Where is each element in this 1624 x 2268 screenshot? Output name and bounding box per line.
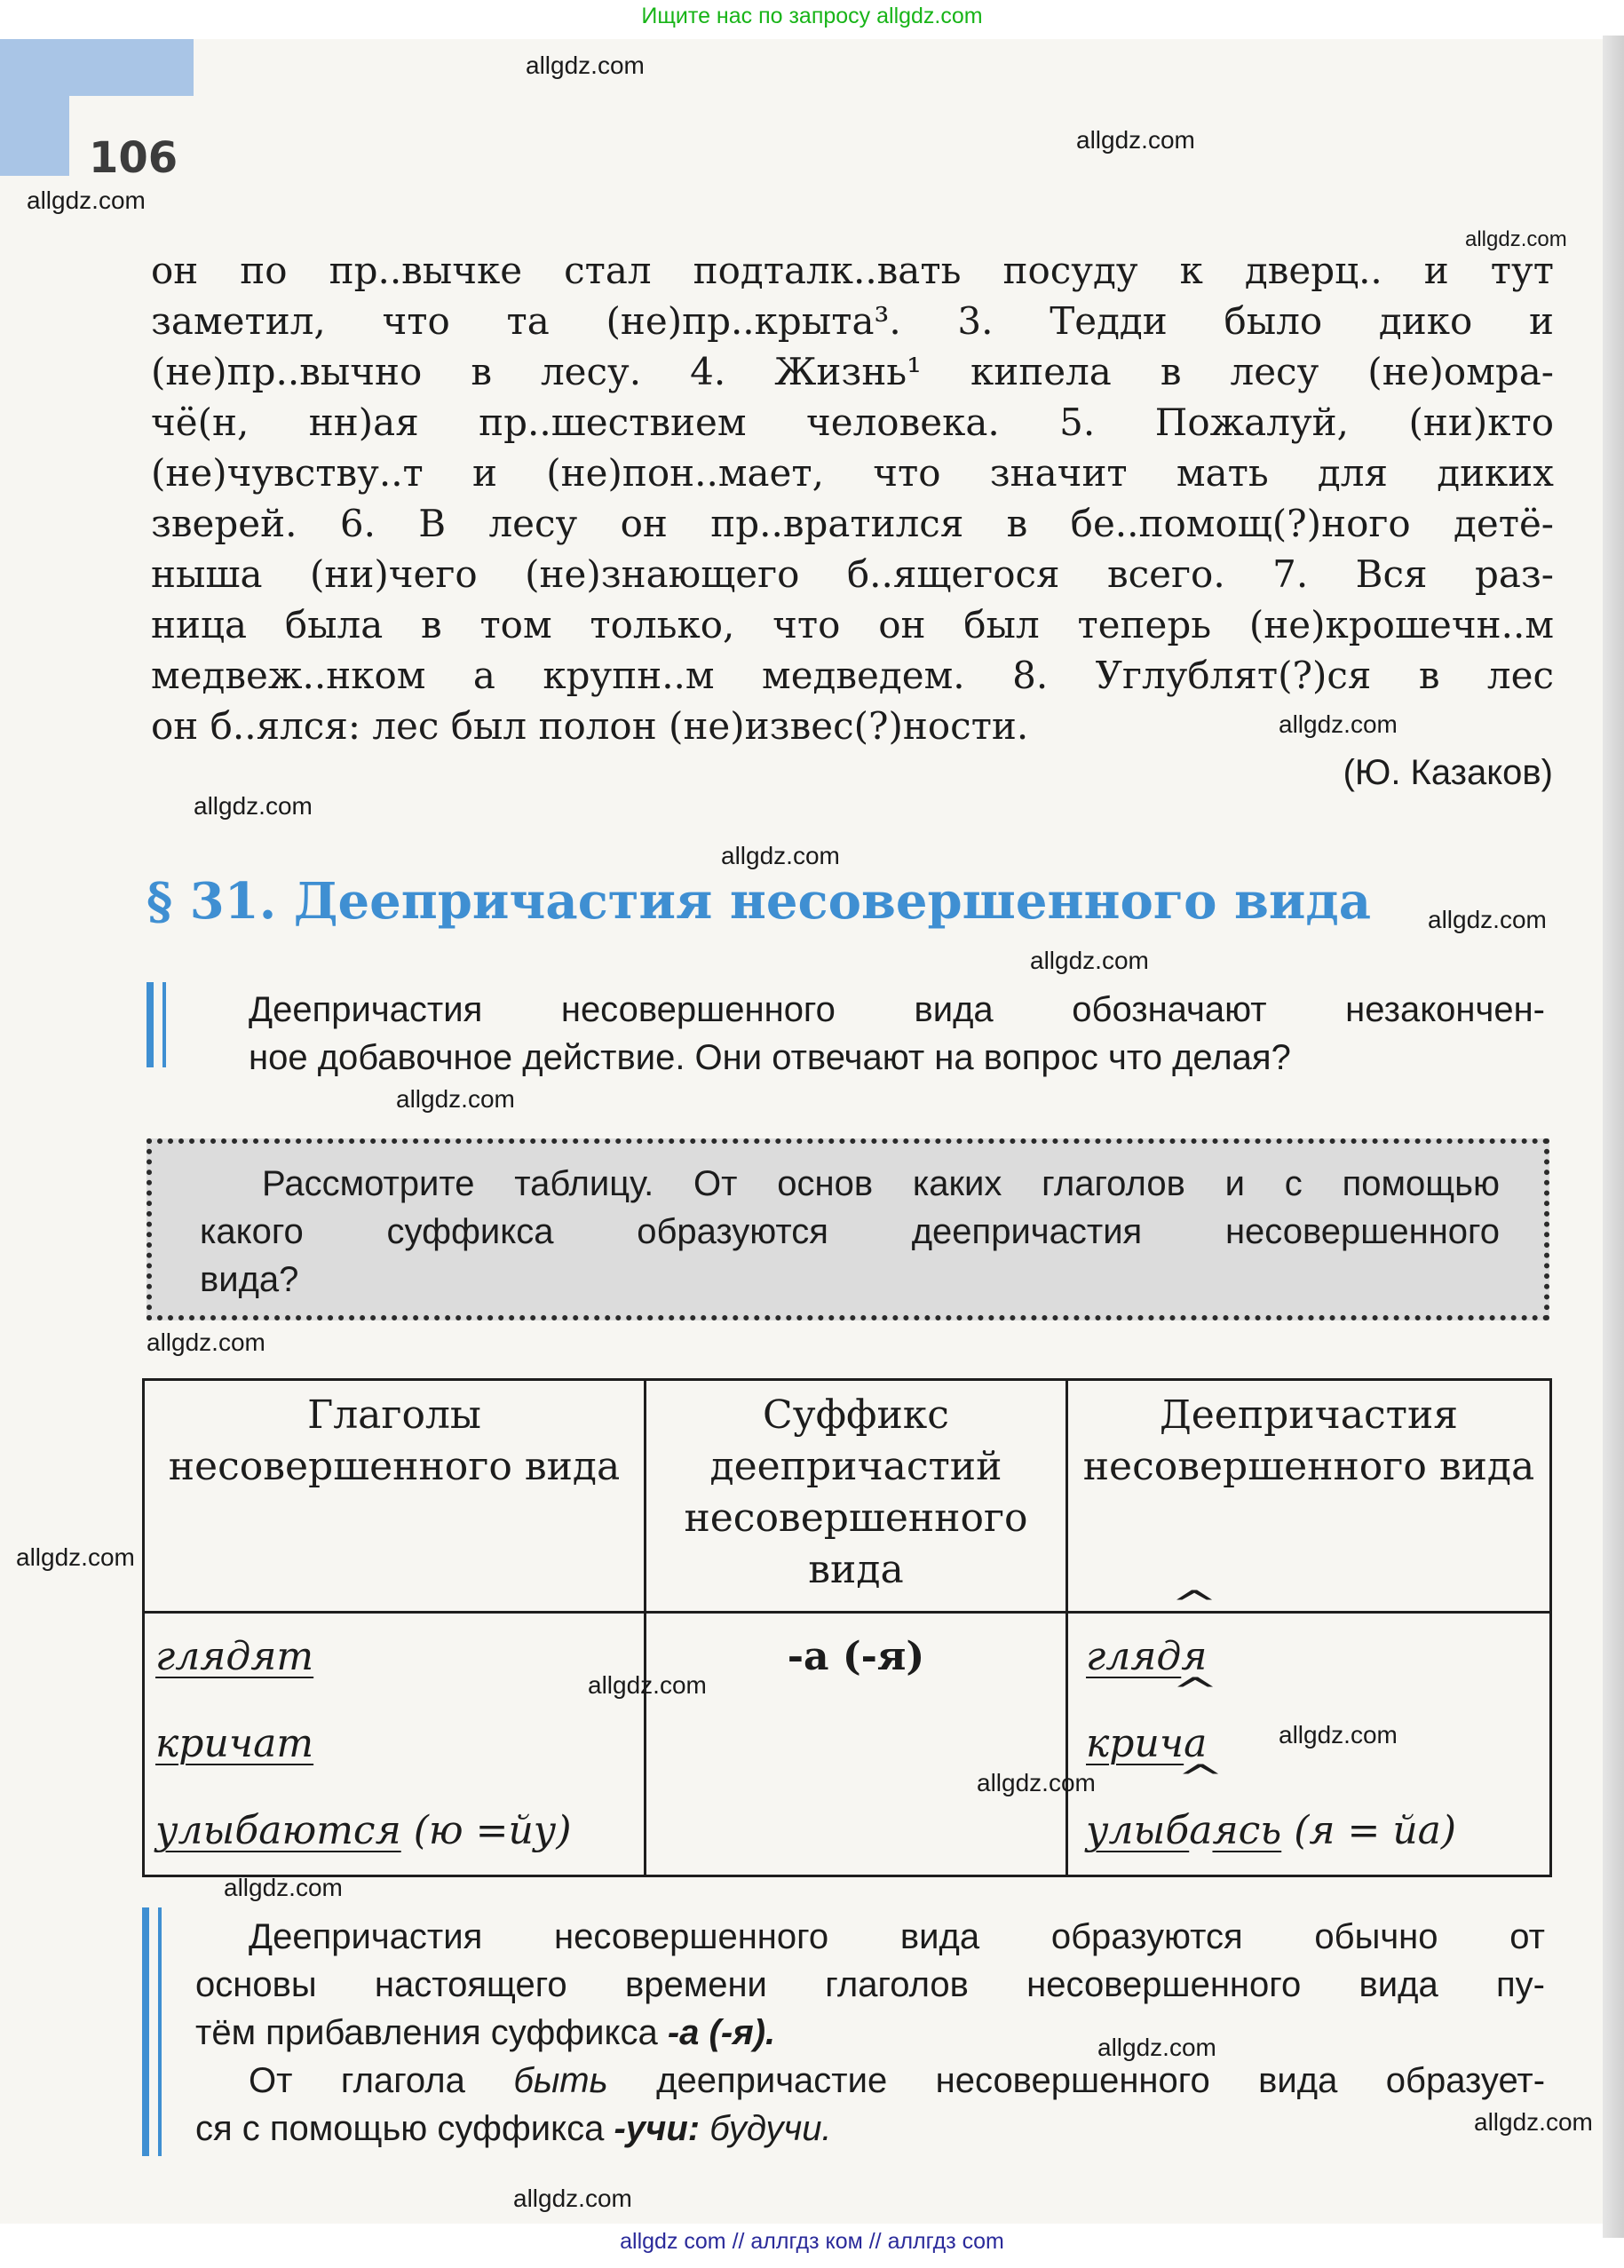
suffix: -а (-я) xyxy=(787,1634,925,1679)
rule-line: ное добавочное действие. Они отвечают на вопрос что делая? xyxy=(249,1038,1291,1077)
table-header: Суффикс деепричастий несовершенного вида xyxy=(646,1380,1067,1613)
exercise-line: он по пр..вычке стал подталк..вать посуду к дверц.. и тут xyxy=(151,249,1554,292)
rule-line: От глагола быть деепричастие несовершенного вида образует- xyxy=(249,2061,1546,2100)
page-number: 106 xyxy=(89,133,178,183)
table-header-row xyxy=(144,1380,1551,1613)
watermark: allgdz.com xyxy=(588,1671,707,1699)
exercise-line: (не)чувству..т и (не)пон..мает, что значит мать для диких xyxy=(151,451,1554,495)
watermark: allgdz.com xyxy=(977,1769,1096,1796)
rule-bar xyxy=(142,1907,149,2156)
watermark: allgdz.com xyxy=(1279,1721,1398,1749)
exercise-line: чё(н, нн)ая пр..шествием человека. 5. Пожалуй, (ни)кто xyxy=(151,400,1554,444)
table-header: Глаголы несовершенного вида xyxy=(144,1380,646,1613)
rule-formation xyxy=(195,1913,1545,2153)
watermark: allgdz.com xyxy=(1076,126,1195,154)
exercise-text xyxy=(151,245,1554,751)
table-header: Деепричастия несовершенного вида xyxy=(1067,1380,1551,1613)
watermark: allgdz.com xyxy=(1030,947,1149,974)
participle: улыб^ аясь (я = йа) xyxy=(1086,1788,1539,1875)
exercise-line: он б..ялся: лес был полон (не)извес(?)ности. xyxy=(151,704,1029,748)
exercise-line: заметил, что та (не)пр..крыта³. 3. Тедди было дико и xyxy=(151,299,1554,343)
rule-line: Деепричастия несовершенного вида обозначают незакончен- xyxy=(249,990,1545,1029)
watermark: allgdz.com xyxy=(1465,227,1567,251)
rule-line: Деепричастия несовершенного вида образуются обычно от xyxy=(249,1917,1545,1956)
phonetic-note: (я = йа) xyxy=(1294,1808,1457,1853)
verb: улыбаются xyxy=(155,1808,401,1853)
watermark: allgdz.com xyxy=(721,842,840,869)
task-box xyxy=(147,1138,1549,1320)
exercise-line: ница была в том только, что он был теперь (не)крошечн..м xyxy=(151,603,1554,646)
verbs-cell xyxy=(144,1613,646,1876)
author: (Ю. Казаков) xyxy=(1343,753,1553,792)
watermark: allgdz.com xyxy=(194,792,313,820)
verb: глядят xyxy=(155,1634,314,1679)
verb: кричат xyxy=(155,1721,314,1766)
exercise-line: (не)пр..вычно в лесу. 4. Жизнь¹ кипела в лесу (не)омра- xyxy=(151,350,1554,393)
watermark: allgdz.com xyxy=(16,1543,135,1571)
watermark: allgdz.com xyxy=(526,52,645,79)
participle: крич^ а xyxy=(1086,1701,1539,1788)
top-banner: Ищите нас по запросу allgdz.com xyxy=(641,4,983,28)
watermark: allgdz.com xyxy=(224,1874,343,1901)
task-line: вида? xyxy=(200,1260,299,1299)
bottom-banner: allgdz com // аллгдз ком // аллгдз com xyxy=(620,2229,1004,2254)
rule-definition xyxy=(249,986,1545,1082)
watermark: allgdz.com xyxy=(27,186,146,214)
task-line: какого суффикса образуются деепричастия несовершенного xyxy=(200,1212,1500,1251)
section-title: § 31. Деепричастия несовершенного вида xyxy=(147,872,1372,931)
task-line: Рассмотрите таблицу. От основ каких глаголов и с помощью xyxy=(262,1164,1500,1203)
watermark: allgdz.com xyxy=(147,1328,265,1356)
rule-line: тём прибавления суффикса -а (-я). xyxy=(195,2013,776,2052)
watermark: allgdz.com xyxy=(1279,710,1398,738)
page-gutter xyxy=(1603,36,1624,2238)
watermark: allgdz.com xyxy=(396,1085,515,1113)
suffix-mark: ^ а xyxy=(1189,1788,1212,1875)
suffix-mark: ^ а xyxy=(1184,1701,1207,1788)
watermark: allgdz.com xyxy=(1097,2034,1216,2061)
watermark: allgdz.com xyxy=(1474,2108,1593,2136)
suffix-mark: ^ я xyxy=(1181,1614,1207,1701)
rule-line: ся с помощью суффикса -учи: будучи. xyxy=(195,2109,832,2148)
rule-line: основы настоящего времени глаголов несовершенного вида пу- xyxy=(195,1965,1545,2004)
exercise-line: ныша (ни)чего (не)знающего б..ящегося всего. 7. Вся раз- xyxy=(151,552,1554,596)
rule-bar xyxy=(147,982,154,1067)
participle: гляд^ я xyxy=(1086,1614,1539,1701)
phonetic-note: (ю =йу) xyxy=(413,1808,572,1853)
verb-table xyxy=(142,1378,1552,1877)
exercise-line: медвеж..нком а крупн..м медведем. 8. Углублят(?)ся в лес xyxy=(151,654,1554,697)
watermark: allgdz.com xyxy=(513,2185,632,2212)
exercise-line: зверей. 6. В лесу он пр..вратился в бе..помощ(?)ного детё- xyxy=(151,502,1554,545)
suffix-cell xyxy=(646,1613,1067,1876)
watermark: allgdz.com xyxy=(1428,906,1547,933)
